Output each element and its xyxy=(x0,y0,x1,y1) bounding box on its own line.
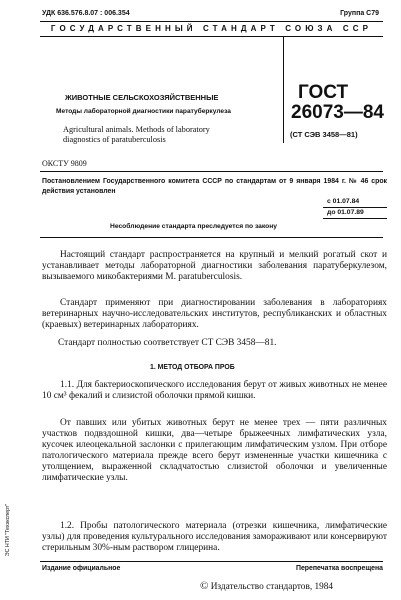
paragraph-scope: Настоящий стандарт распространяется на крупный и мелкий рогатый скот и устанавливает методы лабораторной диагностики заболевания паратуберкулезом, вызываемого микобактериями M. paratuberculosis. xyxy=(42,250,387,282)
divider-1 xyxy=(40,171,383,172)
copyright xyxy=(200,580,333,592)
date-from: с 01.07.84 xyxy=(327,198,360,205)
legal-notice: Несоблюдение стандарта преследуется по закону xyxy=(110,223,278,230)
paragraph-sampling: От павших или убитых животных берут не менее трех — пяти различных участков подвздошной кишки, два—четыре брыжеечных лимфатических узла, кусочек илеоцекальной заслонки с прилегающим лимфатическим узлом. При отборе патологического материала прежде всего берут измененные участки кишечника с утолщением, выраженной складчатостью слизистой оболочки и увеличенные лимфатические узлы. xyxy=(42,418,387,483)
official-edition: Издание официальное xyxy=(42,565,121,572)
group-code: Группа С79 xyxy=(340,10,379,17)
divider-2 xyxy=(40,237,383,238)
date-underline-2 xyxy=(323,218,387,219)
decree-text: Постановлением Государственного комитета СССР по стандартам от 9 января 1984 г. № 46 срок действия установлен xyxy=(42,178,387,195)
copyright-text: Издательство стандартов, 1984 xyxy=(210,582,334,592)
standard-header: ГОСУДАРСТВЕННЫЙ СТАНДАРТ СОЮЗА ССР xyxy=(50,24,373,33)
side-note: ЭС НТИ "Техэксперт" xyxy=(5,503,11,557)
paragraph-correspondence: Стандарт полностью соответствует СТ СЭВ 3458—81. xyxy=(58,338,277,348)
udk-code: УДК 636.576.8.07 : 006.354 xyxy=(42,10,130,17)
divider-footer xyxy=(40,561,383,562)
subtitle-ru: Методы лабораторной диагностики паратуберкулеза xyxy=(56,108,231,115)
header-rule-bottom xyxy=(40,36,383,37)
date-underline-1 xyxy=(323,207,387,208)
title-ru: ЖИВОТНЫЕ СЕЛЬСКОХОЗЯЙСТВЕННЫЕ xyxy=(65,93,219,102)
paragraph-application: Стандарт применяют при диагностировании заболевания в лабораториях ветеринарных научно-исследовательских институтов, республиканских и областных (краевых) ветеринарных лабораториях. xyxy=(42,298,387,330)
reprint-notice: Перепечатка воспрещена xyxy=(296,565,383,572)
title-divider xyxy=(283,37,284,143)
title-en xyxy=(63,125,273,145)
st-sev-reference: (СТ СЭВ 3458—81) xyxy=(290,130,358,139)
title-en-line2: diagnostics of paratuberculosis xyxy=(63,135,166,144)
okstu-code: ОКСТУ 9809 xyxy=(42,159,87,168)
paragraph-1-2: 1.2. Пробы патологического материала (отрезки кишечника, лимфатические узлы) для проведения культурального исследования замораживают или консервируют стерильным 30%-ным раствором глицерина. xyxy=(42,521,387,553)
date-to: до 01.07.89 xyxy=(327,209,364,216)
section-heading: 1. МЕТОД ОТБОРА ПРОБ xyxy=(150,364,235,371)
header-rule-top xyxy=(40,21,383,22)
gost-number: 26073—84 xyxy=(291,102,384,123)
gost-label: ГОСТ xyxy=(298,82,349,103)
paragraph-1-1: 1.1. Для бактериоскопического исследования берут от живых животных не менее 10 см³ фекалий и слизистой оболочки прямой кишки. xyxy=(42,380,387,401)
copyright-symbol: © xyxy=(200,580,209,592)
title-en-line1: Agricultural animals. Methods of laboratory xyxy=(63,125,210,134)
